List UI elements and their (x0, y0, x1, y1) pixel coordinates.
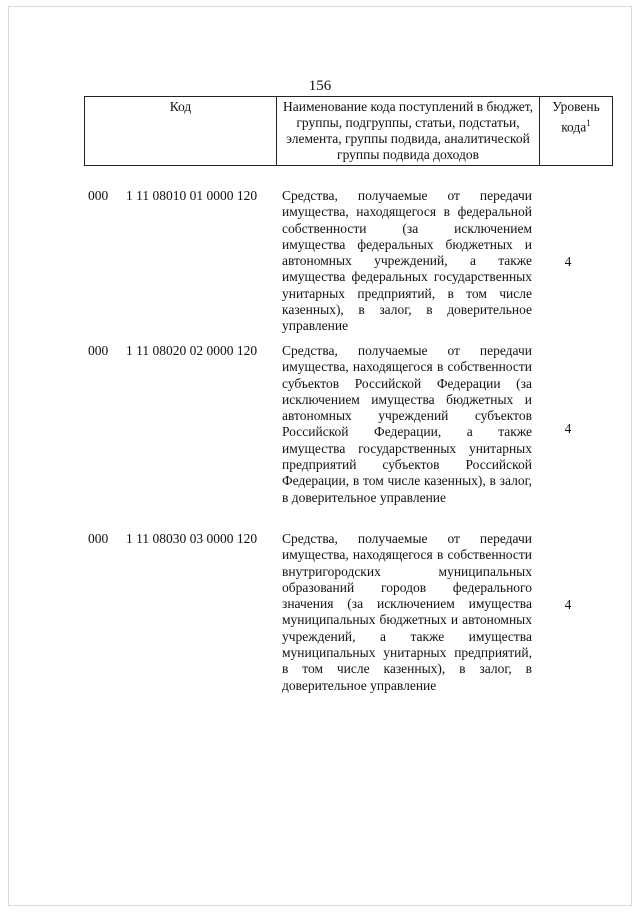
income-name: Средства, получаемые от передачи имущества, находящегося в собственности внутригородских муниципальных образований городов федерального значения (за исключением имущества муниципальных бюджетных и автономных учреждений, а также имущества муниципальных унитарных предприятий, в том числе казенных), в залог, в доверительное управление (282, 531, 532, 693)
page-number: 156 (308, 78, 332, 94)
income-code: 1 11 08010 01 0000 120 (126, 188, 258, 203)
header-level-cell (540, 97, 613, 166)
header-name: Наименование кода поступлений в бюджет, группы, подгруппы, статьи, подстатьи, элемента, группы подвида, аналитической группы подвида доходов (277, 97, 540, 166)
income-name: Средства, получаемые от передачи имущества, находящегося в собственности субъектов Российской Федерации (за исключением имущества бюджетных и автономных учреждений субъектов Российской Федерации, а также имущества государственных унитарных предприятий субъектов Российской Федерации, в том числе казенных), в залог, в доверительное управление (282, 343, 532, 505)
code-level: 4 (564, 597, 572, 612)
code-level: 4 (564, 421, 572, 436)
admin-code: 000 (88, 343, 109, 358)
table-header (84, 96, 613, 166)
income-name: Средства, получаемые от передачи имущества, находящегося в федеральной собственности (за исключением имущества федеральных бюджетных и автономных учреждений, а также имущества федеральных государственных унитарных предприятий, в том числе казенных), в залог, в доверительное управление (282, 188, 532, 334)
header-code: Код (85, 97, 277, 166)
header-level: Уровень кода (552, 99, 600, 135)
income-code: 1 11 08030 03 0000 120 (126, 531, 258, 546)
header-level-footnote: 1 (586, 118, 591, 128)
income-code: 1 11 08020 02 0000 120 (126, 343, 258, 358)
admin-code: 000 (88, 531, 109, 546)
code-level: 4 (564, 254, 572, 269)
admin-code: 000 (88, 188, 109, 203)
